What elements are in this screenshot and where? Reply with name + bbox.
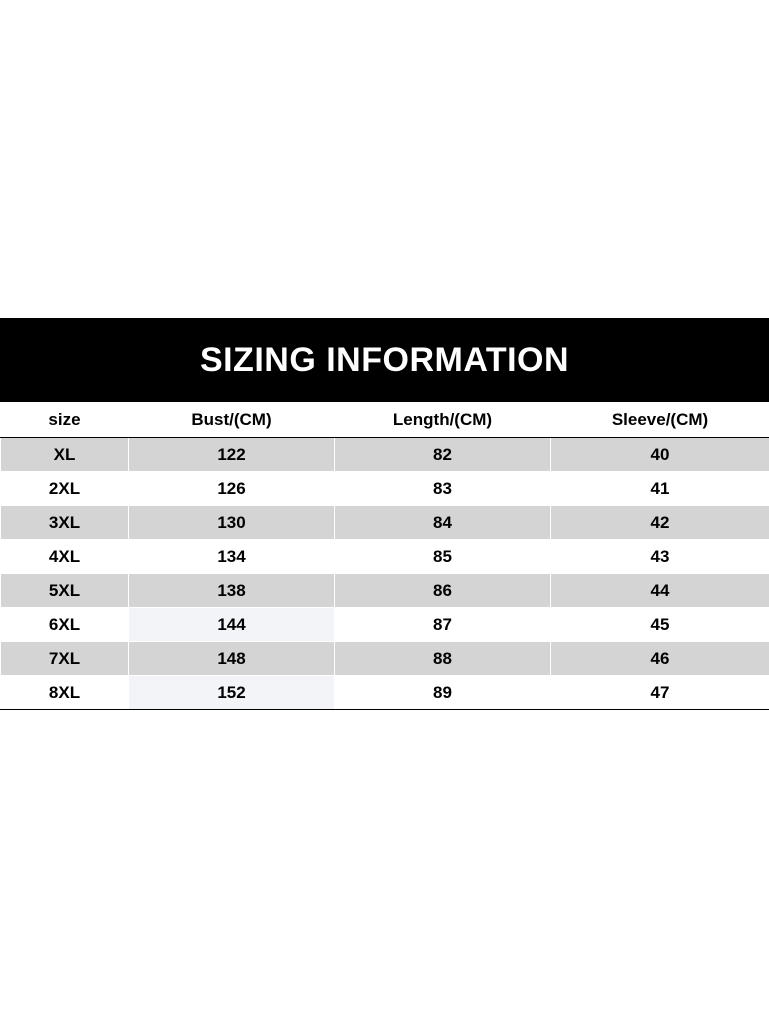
cell-sleeve: 44 [551, 574, 769, 608]
cell-length: 83 [335, 472, 551, 506]
sizing-title-bar [0, 318, 769, 402]
cell-sleeve: 41 [551, 472, 769, 506]
cell-size: XL [1, 438, 129, 472]
cell-bust: 148 [129, 642, 335, 676]
table-row [1, 472, 769, 506]
cell-bust: 152 [129, 676, 335, 710]
cell-bust: 126 [129, 472, 335, 506]
cell-length: 85 [335, 540, 551, 574]
cell-length: 84 [335, 506, 551, 540]
cell-sleeve: 45 [551, 608, 769, 642]
cell-length: 87 [335, 608, 551, 642]
cell-sleeve: 47 [551, 676, 769, 710]
cell-length: 82 [335, 438, 551, 472]
cell-size: 4XL [1, 540, 129, 574]
cell-length: 86 [335, 574, 551, 608]
cell-size: 2XL [1, 472, 129, 506]
cell-bust: 144 [129, 608, 335, 642]
sizing-table [0, 402, 769, 710]
cell-size: 6XL [1, 608, 129, 642]
cell-size: 3XL [1, 506, 129, 540]
column-header-size: size [1, 403, 129, 438]
cell-size: 8XL [1, 676, 129, 710]
column-header-length: Length/(CM) [335, 403, 551, 438]
table-row [1, 574, 769, 608]
cell-sleeve: 46 [551, 642, 769, 676]
cell-bust: 138 [129, 574, 335, 608]
table-row [1, 540, 769, 574]
table-header [1, 403, 769, 438]
table-row [1, 438, 769, 472]
cell-bust: 130 [129, 506, 335, 540]
cell-sleeve: 40 [551, 438, 769, 472]
table-row [1, 642, 769, 676]
cell-length: 88 [335, 642, 551, 676]
column-header-sleeve: Sleeve/(CM) [551, 403, 769, 438]
table-row [1, 506, 769, 540]
sizing-information-block [0, 318, 769, 710]
table-row [1, 608, 769, 642]
cell-sleeve: 42 [551, 506, 769, 540]
column-header-bust: Bust/(CM) [129, 403, 335, 438]
page-title: SIZING INFORMATION [199, 340, 570, 379]
table-body [1, 438, 769, 710]
cell-bust: 122 [129, 438, 335, 472]
table-row [1, 676, 769, 710]
cell-sleeve: 43 [551, 540, 769, 574]
table-header-row [1, 403, 769, 438]
cell-length: 89 [335, 676, 551, 710]
cell-size: 5XL [1, 574, 129, 608]
cell-bust: 134 [129, 540, 335, 574]
cell-size: 7XL [1, 642, 129, 676]
